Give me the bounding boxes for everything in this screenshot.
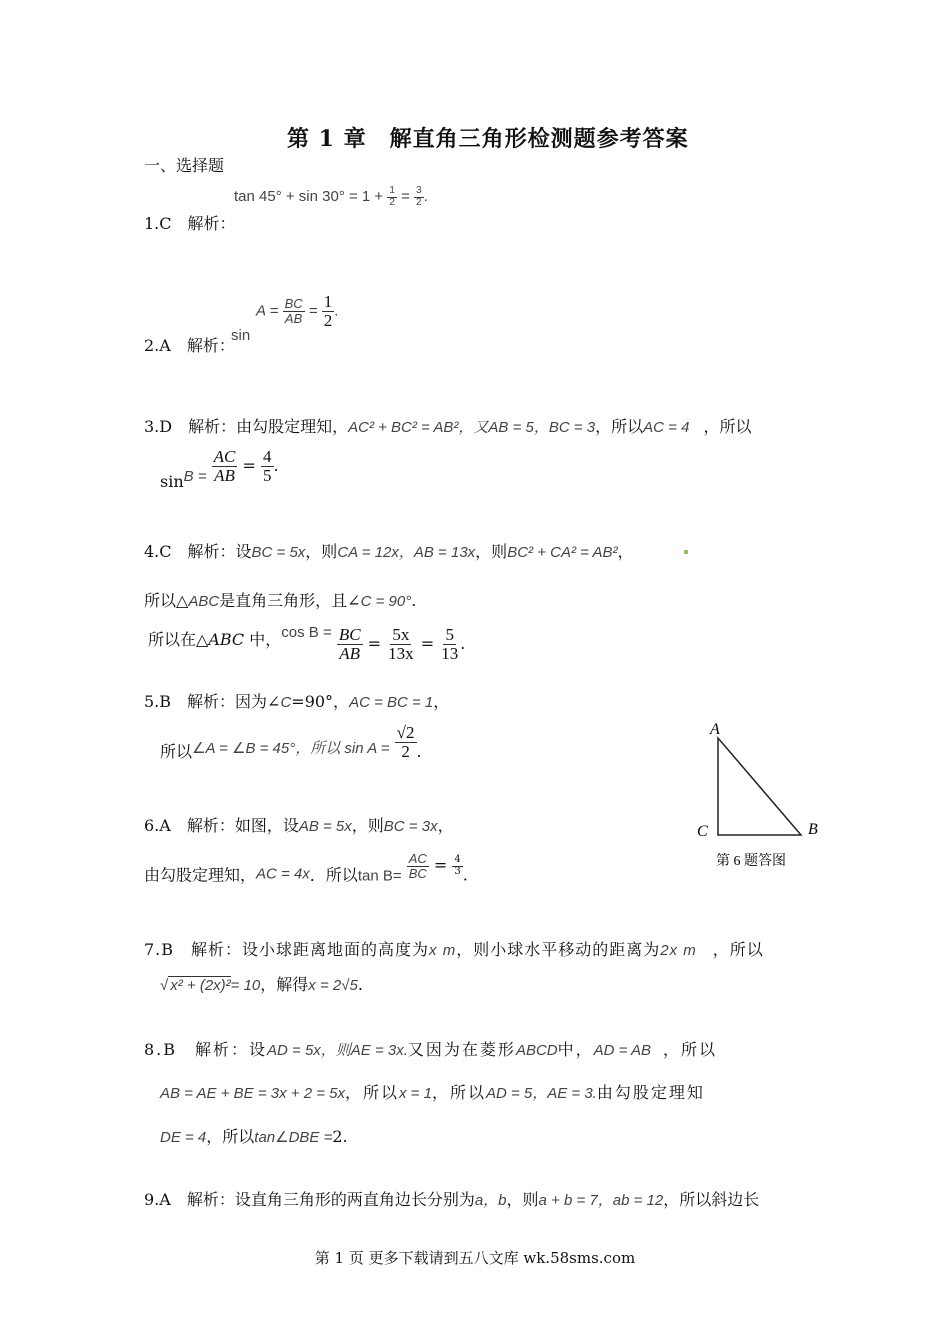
q3-line-1: 3.D 解析：由勾股定理知，AC² + BC² = AB²，又AB = 5，BC = 3，所以AC = 4 ，所以 (144, 417, 752, 436)
q6-figure (690, 715, 830, 875)
q3-value-fraction: $\frac{4}{5}$ (263, 447, 272, 485)
q4-fraction-3: $\frac{5}{13}$ (441, 625, 459, 663)
q2-formula: A = $\frac{BC}{AB}$ = $\frac{1}{2}$ . (256, 292, 339, 330)
q5-line-2: 所以∠A = ∠B = 45°，所以 sin A = $\frac{√2}{2}$ . (160, 723, 422, 761)
q1-label: 1.C 解析： (144, 214, 236, 233)
q6-value-fraction: $\frac{4}{3}$ (454, 854, 461, 877)
q8-line-3: DE = 4，所以tan∠DBE =2. (160, 1127, 348, 1146)
q8-line-1: 8.B 解析：设AD = 5x，则AE = 3x.又因为在菱形ABCD中，AD = AB ，所以 (144, 1040, 718, 1059)
q3-fraction: $\frac{AC}{AB}$ (213, 447, 236, 485)
page-title: 第 1 章 解直角三角形检测题参考答案 (287, 126, 689, 152)
q2-fraction: $\frac{BC}{AB}$ (284, 296, 303, 326)
q4-line-3: 所以在△ABC 中，cos B = $\frac{BC}{AB}$ = $\frac{5x}{13x}$ = $\frac{5}{13}$ . (148, 624, 466, 663)
vertex-c-label: C (697, 823, 708, 840)
q4-line-1: 4.C 解析：设BC = 5x，则CA = 12x，AB = 13x，则BC² + CA² = AB²， (144, 542, 634, 561)
q6-fraction: $\frac{AC}{BC}$ (408, 851, 427, 881)
vertex-b-label: B (808, 821, 818, 838)
q2-label: 2.A 解析： (144, 336, 235, 355)
q5-fraction: $\frac{√2}{2}$ (396, 723, 415, 761)
q7-line-2: √ x² + (2x)²= 10，解得x = 2√5. (160, 975, 363, 994)
q1-fraction-1: $\frac{1}{2}$ (389, 185, 395, 208)
q4-fraction-1: $\frac{BC}{AB}$ (338, 625, 361, 663)
q1-formula: tan 45° + sin 30° = 1 + $\frac{1}{2}$ = $\frac{3}{2}$ . (234, 185, 428, 208)
page-footer: 第 1 页 更多下载请到五八文库 wk.58sms.com (314, 1249, 636, 1267)
q7-line-1: 7.B 解析：设小球距离地面的高度为x m，则小球水平移动的距离为2x m ，所以 (144, 940, 764, 959)
q3-line-2: sinB = $\frac{AC}{AB}$ = $\frac{4}{5}$ . (160, 447, 279, 491)
vertex-a-label: A (710, 721, 720, 738)
q2-value-fraction: $\frac{1}{2}$ (323, 292, 333, 330)
q4-line-2: 所以△ABC是直角三角形，且∠C = 90°. (144, 591, 417, 610)
q4-fraction-2: $\frac{5x}{13x}$ (388, 625, 414, 663)
section-heading: 一、选择题 (144, 156, 225, 175)
figure-caption: 第 6 题答图 (716, 854, 786, 869)
q5-line-1: 5.B 解析：因为∠C=90°，AC = BC = 1， (144, 692, 450, 711)
q6-line-1: 6.A 解析：如图，设AB = 5x，则BC = 3x， (144, 816, 454, 835)
stray-dot (684, 550, 688, 554)
q2-sin: sin (231, 327, 251, 344)
q8-line-2: AB = AE + BE = 3x + 2 = 5x，所以x = 1，所以AD = 5，AE = 3.由勾股定理知 (160, 1083, 705, 1102)
q6-line-2: 由勾股定理知，AC = 4x．所以tan B= $\frac{AC}{BC}$ = $\frac{4}{3}$ . (144, 851, 468, 885)
right-triangle (718, 738, 801, 835)
q9-line-1: 9.A 解析：设直角三角形的两直角边长分别为a，b，则a + b = 7，ab = 12，所以斜边长 (144, 1190, 760, 1209)
q1-fraction-2: $\frac{3}{2}$ (416, 185, 422, 208)
